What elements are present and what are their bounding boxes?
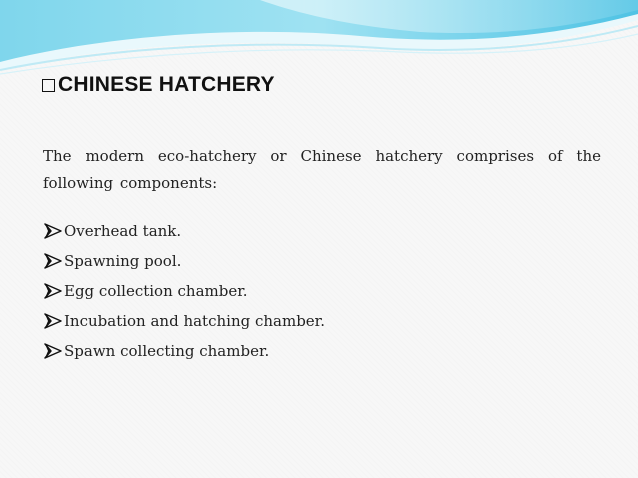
- title-text: CHINESE HATCHERY: [58, 73, 275, 96]
- slide-title: [42, 70, 275, 100]
- list-item: [43, 336, 325, 366]
- arrowhead-icon: [43, 313, 63, 329]
- list-item: [43, 306, 325, 336]
- components-list: [43, 216, 325, 366]
- list-item-text: Overhead tank.: [64, 222, 182, 240]
- arrowhead-icon: [43, 283, 63, 299]
- arrowhead-icon: [43, 223, 63, 239]
- hollow-square-icon: [42, 79, 55, 92]
- arrowhead-icon: [43, 343, 63, 359]
- list-item: [43, 276, 325, 306]
- list-item: [43, 246, 325, 276]
- list-item-text: Incubation and hatching chamber.: [64, 312, 325, 330]
- list-item-text: Spawn collecting chamber.: [64, 342, 270, 360]
- list-item: [43, 216, 325, 246]
- list-item-text: Egg collection chamber.: [64, 282, 248, 300]
- arrowhead-icon: [43, 253, 63, 269]
- intro-paragraph: The modern eco-hatchery or Chinese hatchery comprises of the following components:: [43, 147, 601, 192]
- list-item-text: Spawning pool.: [64, 252, 182, 270]
